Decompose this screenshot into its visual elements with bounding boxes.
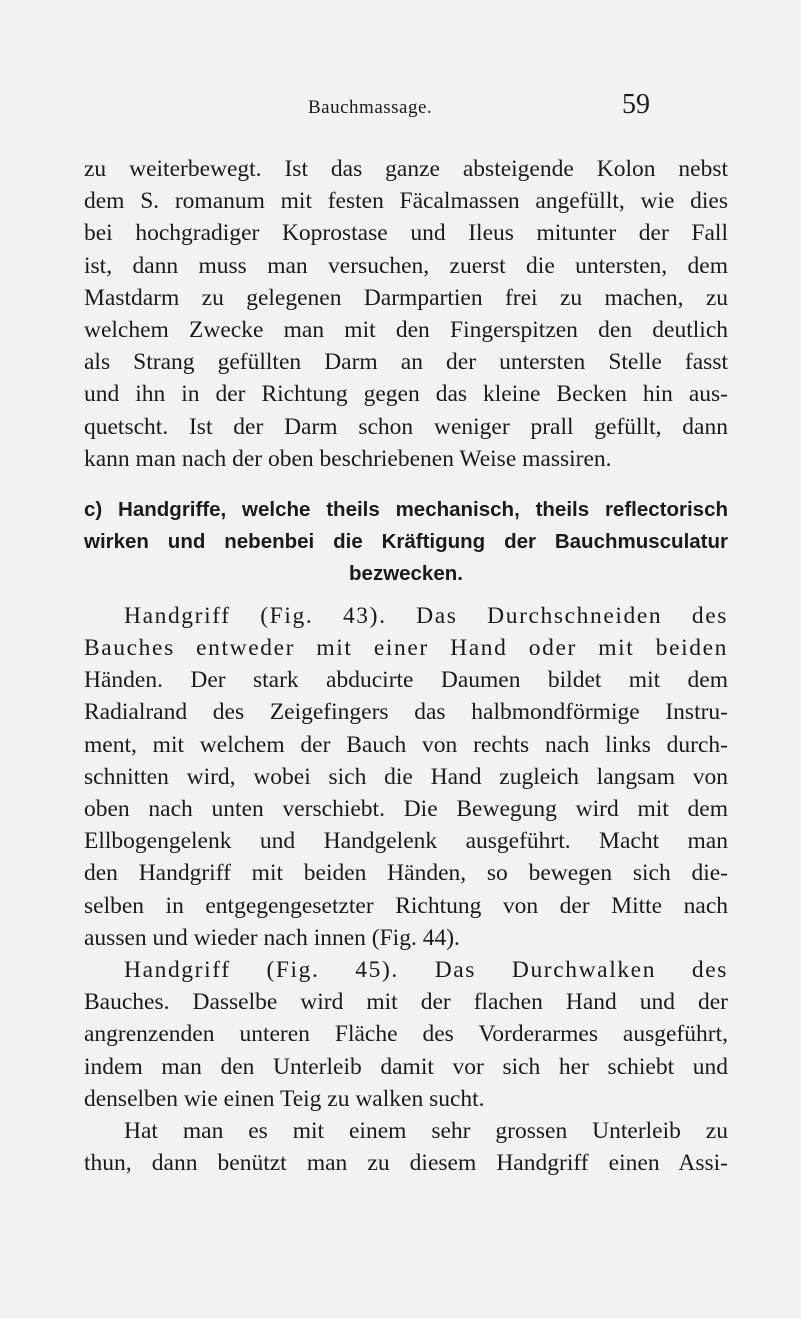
text-line: den Handgriff mit beiden Händen, so bewegen sich die- — [84, 860, 728, 887]
text-line: Mastdarm zu gelegenen Darmpartien frei zu machen, zu — [84, 284, 728, 311]
paragraph-handgriff-43 — [84, 600, 728, 954]
running-title: Bauchmassage. — [308, 97, 433, 118]
text-line: selben in entgegengesetzter Richtung von der Mitte nach — [84, 892, 728, 919]
paragraph-assistant — [84, 1115, 728, 1179]
text-line: Ellbogengelenk und Handgelenk ausgeführt. Macht man — [84, 828, 728, 855]
text-line: bei hochgradiger Koprostase und Ileus mitunter der Fall — [84, 220, 728, 247]
text-line: schnitten wird, wobei sich die Hand zugleich langsam von — [84, 763, 728, 790]
text-line: Bauches. Dasselbe wird mit der flachen Hand und der — [84, 989, 728, 1016]
text-line: und ihn in der Richtung gegen das kleine Becken hin aus- — [84, 381, 728, 408]
page-body — [84, 153, 728, 1179]
text-line: oben nach unten verschiebt. Die Bewegung wird mit dem — [84, 796, 728, 822]
page-number: 59 — [622, 89, 650, 120]
text-line: angrenzenden unteren Fläche des Vorderarmes ausgeführt, — [84, 1021, 728, 1048]
text-line: als Strang gefüllten Darm an der untersten Stelle fasst — [84, 349, 728, 376]
text-line: Handgriff (Fig. 43). Das Durchschneiden des — [124, 602, 728, 629]
paragraph-handgriff-45 — [84, 954, 728, 1115]
text-line: thun, dann benützt man zu diesem Handgriff einen Assi- — [84, 1150, 728, 1177]
heading-line: wirken und nebenbei die Kräftigung der Bauchmusculatur — [84, 529, 728, 553]
text-line: aussen und wieder nach innen (Fig. 44). — [84, 924, 460, 951]
text-line: quetscht. Ist der Darm schon weniger prall gefüllt, dann — [84, 413, 728, 440]
text-line: Händen. Der stark abducirte Daumen bildet mit dem — [84, 667, 728, 694]
text-line: ist, dann muss man versuchen, zuerst die untersten, dem — [84, 252, 728, 279]
text-line: Hat man es mit einem sehr grossen Unterleib zu — [124, 1117, 728, 1144]
heading-line: c) Handgriffe, welche theils mechanisch, theils reflectorisch — [84, 497, 728, 521]
text-line: kann man nach der oben beschriebenen Weise massiren. — [84, 445, 612, 472]
text-line: indem man den Unterleib damit vor sich her schiebt und — [84, 1053, 728, 1080]
text-line: Radialrand des Zeigefingers das halbmondförmige Instru- — [84, 699, 728, 726]
text-line: welchem Zwecke man mit den Fingerspitzen den deutlich — [84, 316, 728, 343]
text-line: Bauches entweder mit einer Hand oder mit beiden — [84, 635, 728, 662]
heading-line: bezwecken. — [349, 561, 463, 585]
section-heading — [84, 494, 728, 590]
running-head — [0, 89, 801, 125]
text-line: Handgriff (Fig. 45). Das Durchwalken des — [124, 956, 728, 983]
text-line: denselben wie einen Teig zu walken sucht. — [84, 1085, 485, 1112]
text-line: dem S. romanum mit festen Fäcalmassen angefüllt, wie dies — [84, 188, 728, 215]
text-line: zu weiterbewegt. Ist das ganze absteigende Kolon nebst — [84, 156, 728, 182]
paragraph-continued — [84, 153, 728, 475]
text-line: ment, mit welchem der Bauch von rechts nach links durch- — [84, 731, 728, 758]
